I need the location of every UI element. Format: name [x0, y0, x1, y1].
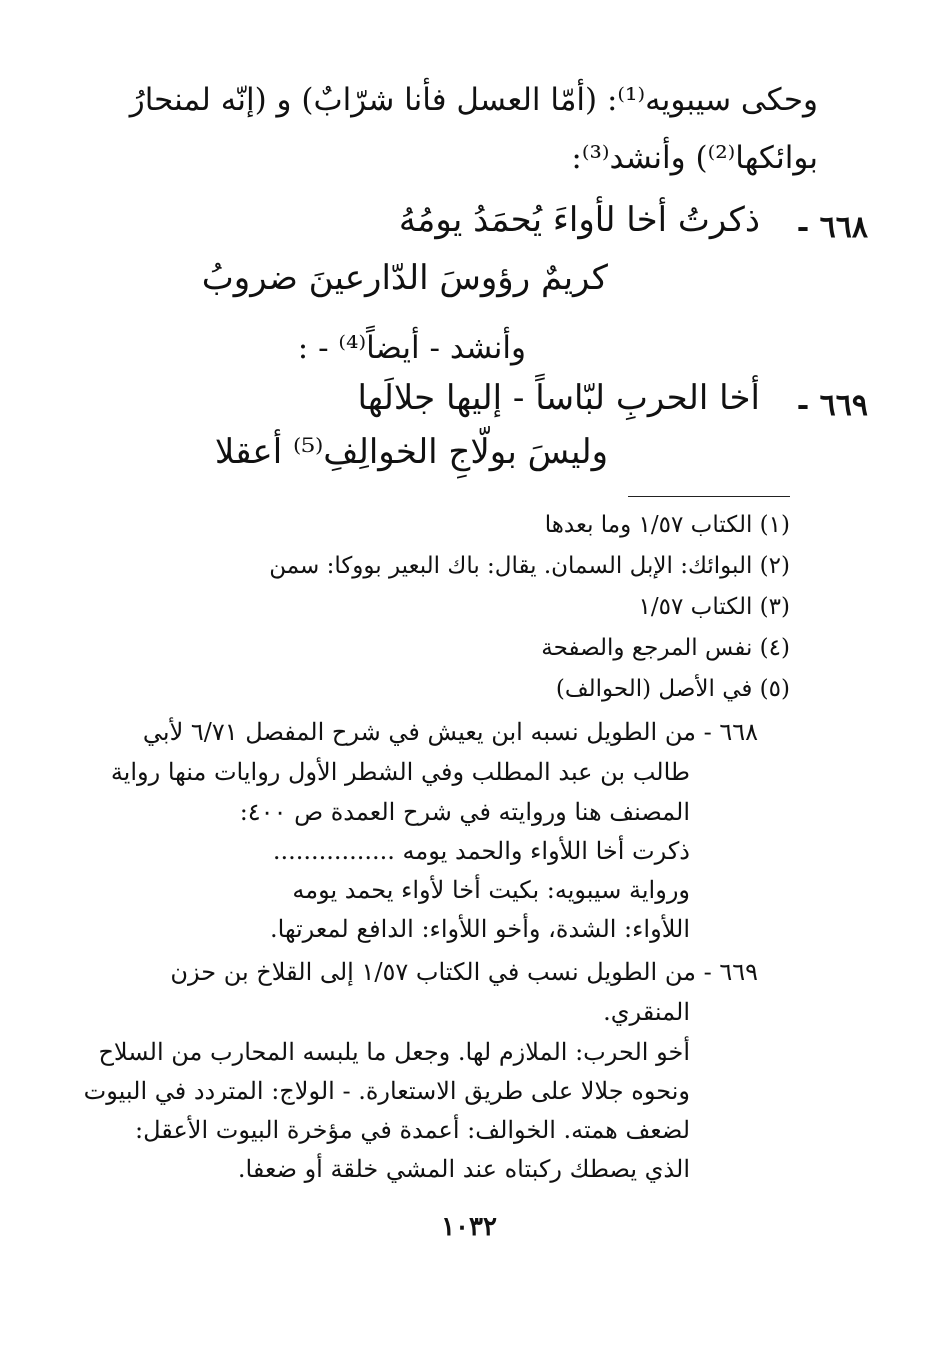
footnote-5: (٥) في الأصل (الحوالف)	[555, 676, 790, 702]
commentary-669-line-1: ٦٦٩ - من الطويل نسب في الكتاب ١/٥٧ إلى القلاخ بن حزن	[170, 958, 758, 986]
commentary-668-line-6: اللأواء: الشدة، وأخو اللأواء: الدافع لمعرتها.	[270, 915, 690, 943]
verse-number-669: ٦٦٩ -	[796, 388, 868, 423]
commentary-668-quote: ذكرت أخا اللأواء والحمد يومه ................	[272, 837, 690, 865]
commentary-668-line-3: المصنف هنا وروايته في شرح العمدة ص ٤٠٠:	[239, 798, 690, 826]
verse-number-668: ٦٦٨ -	[796, 210, 868, 245]
footnote-2: (٢) البوائك: الإبل السمان. يقال: باك البعير بووكا: سمن	[269, 553, 790, 579]
verse-669-first-hemistich: أخا الحربِ لبّاساً - إليها جلالَها	[357, 378, 760, 418]
footnote-separator	[628, 496, 790, 497]
verse-introduction: وأنشد - أيضاً⁽⁴⁾ - :	[297, 330, 526, 366]
footnote-3: (٣) الكتاب ١/٥٧	[638, 594, 790, 620]
commentary-668-line-1: ٦٦٨ - من الطويل نسبه ابن يعيش في شرح المفصل ٦/٧١ لأبي	[142, 718, 758, 746]
verse-669-second-hemistich: وليسَ بولّاجِ الخوالِفِ⁽⁵⁾ أعقلا	[214, 432, 608, 472]
intro-line-1: وحكى سيبويه⁽¹⁾: (أمّا العسل فأنا شرّابٌ) و (إنّه لمنحارُ	[129, 82, 818, 118]
commentary-668-line-2: طالب بن عبد المطلب وفي الشطر الأول روايات منها رواية	[110, 758, 690, 786]
commentary-669-line-3: أخو الحرب: الملازم لها. وجعل ما يلبسه المحارب من السلاح	[98, 1038, 690, 1066]
commentary-669-line-5: لضعف همته. الخوالف: أعمدة في مؤخرة البيوت الأعقل:	[135, 1116, 690, 1144]
commentary-669-line-2: المنقري.	[603, 998, 690, 1026]
verse-668-second-hemistich: كريمٌ رؤوسَ الدّارعينَ ضروبُ	[201, 258, 608, 298]
footnote-1: (١) الكتاب ١/٥٧ وما بعدها	[544, 512, 790, 538]
commentary-668-line-5: ورواية سيبويه: بكيت أخا لأواء يحمد يومه	[292, 876, 690, 904]
verse-668-first-hemistich: ذكرتُ أخا لأواءَ يُحمَدُ يومُهُ	[398, 200, 760, 240]
commentary-669-line-6: الذي يصطك ركبتاه عند المشي خلقة أو ضعفا.	[237, 1155, 690, 1183]
footnote-4: (٤) نفس المرجع والصفحة	[541, 635, 790, 661]
page-number: ١٠٣٢	[441, 1212, 497, 1242]
commentary-669-line-4: ونحوه جلالا على طريق الاستعارة. - الولاج: المتردد في البيوت	[83, 1077, 690, 1105]
intro-line-2: بوائكها⁽²⁾) وأنشد⁽³⁾:	[571, 140, 818, 176]
